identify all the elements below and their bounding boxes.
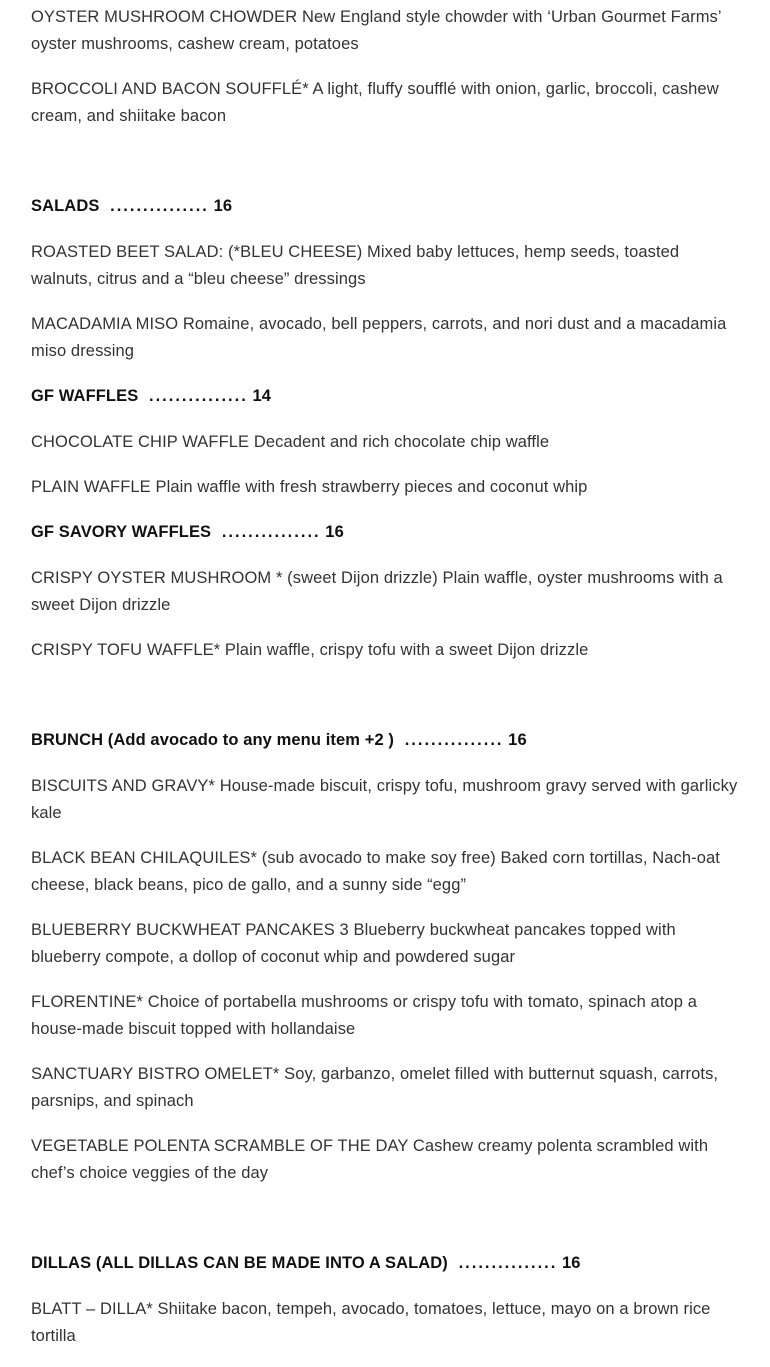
- menu-item-crispy-tofu-waffle: CRISPY TOFU WAFFLE* Plain waffle, crispy tofu with a sweet Dijon drizzle: [31, 641, 589, 659]
- section-heading-brunch: [31, 728, 743, 752]
- menu-item-broccoli-bacon-souffle: BROCCOLI AND BACON SOUFFLÉ* A light, fluffy soufflé with onion, garlic, broccoli, cashew cream, and shiitake bacon: [31, 80, 719, 125]
- menu-item-oyster-mushroom-chowder: OYSTER MUSHROOM CHOWDER New England style chowder with ‘Urban Gourmet Farms’ oyster mushrooms, cashew cream, potatoes: [31, 8, 722, 53]
- section-heading-salads: [31, 194, 743, 218]
- menu-item-plain-waffle: PLAIN WAFFLE Plain waffle with fresh strawberry pieces and coconut whip: [31, 478, 588, 496]
- menu-item-florentine: FLORENTINE* Choice of portabella mushrooms or crispy tofu with tomato, spinach atop a house-made biscuit topped with hollandaise: [31, 993, 698, 1038]
- menu-item-biscuits-and-gravy: BISCUITS AND GRAVY* House-made biscuit, crispy tofu, mushroom gravy served with garlicky kale: [31, 777, 738, 822]
- menu-item-chocolate-chip-waffle: CHOCOLATE CHIP WAFFLE Decadent and rich chocolate chip waffle: [31, 433, 550, 451]
- menu-item-roasted-beet-salad: ROASTED BEET SALAD: (*BLEU CHEESE) Mixed baby lettuces, hemp seeds, toasted walnuts, citrus and a “bleu cheese” dressings: [31, 243, 680, 288]
- section-price: 16: [213, 197, 233, 215]
- menu-item-macadamia-miso: MACADAMIA MISO Romaine, avocado, bell peppers, carrots, and nori dust and a macadamia miso dressing: [31, 315, 727, 360]
- section-title: SALADS: [31, 197, 100, 215]
- section-heading-dillas: [31, 1251, 743, 1275]
- section-price: 16: [325, 523, 344, 541]
- menu-item-sanctuary-bistro-omelet: SANCTUARY BISTRO OMELET* Soy, garbanzo, omelet filled with butternut squash, carrots, parsnips, and spinach: [31, 1065, 719, 1110]
- menu-item-vegetable-polenta-scramble: VEGETABLE POLENTA SCRAMBLE OF THE DAY Cashew creamy polenta scrambled with chef’s choice veggies of the day: [31, 1137, 709, 1182]
- leader-dots: ...............: [458, 1254, 558, 1272]
- leader-dots: ...............: [110, 197, 209, 215]
- leader-dots: ...............: [404, 731, 504, 749]
- section-heading-gf-waffles: [31, 384, 743, 408]
- menu-item-black-bean-chilaquiles: BLACK BEAN CHILAQUILES* (sub avocado to make soy free) Baked corn tortillas, Nach-oat cheese, black beans, pico de gallo, and a sunny side “egg”: [31, 849, 720, 894]
- leader-dots: ...............: [221, 523, 321, 541]
- section-title: GF SAVORY WAFFLES: [31, 523, 212, 541]
- section-heading-gf-savory-waffles: [31, 520, 743, 544]
- section-title: DILLAS (ALL DILLAS CAN BE MADE INTO A SALAD): [31, 1254, 448, 1272]
- leader-dots: ...............: [149, 387, 248, 405]
- section-title: GF WAFFLES: [31, 387, 139, 405]
- menu-item-blueberry-buckwheat-pancakes: BLUEBERRY BUCKWHEAT PANCAKES 3 Blueberry buckwheat pancakes topped with blueberry compote, a dollop of coconut whip and powdered sugar: [31, 921, 676, 966]
- section-price: 14: [252, 387, 272, 405]
- section-title: BRUNCH (Add avocado to any menu item +2 ): [31, 731, 395, 749]
- menu-item-blatt-dilla: BLATT – DILLA* Shiitake bacon, tempeh, avocado, tomatoes, lettuce, mayo on a brown rice tortilla: [31, 1300, 711, 1345]
- menu-item-crispy-oyster-mushroom: CRISPY OYSTER MUSHROOM * (sweet Dijon drizzle) Plain waffle, oyster mushrooms with a sweet Dijon drizzle: [31, 569, 723, 614]
- section-price: 16: [508, 731, 527, 749]
- section-price: 16: [562, 1254, 581, 1272]
